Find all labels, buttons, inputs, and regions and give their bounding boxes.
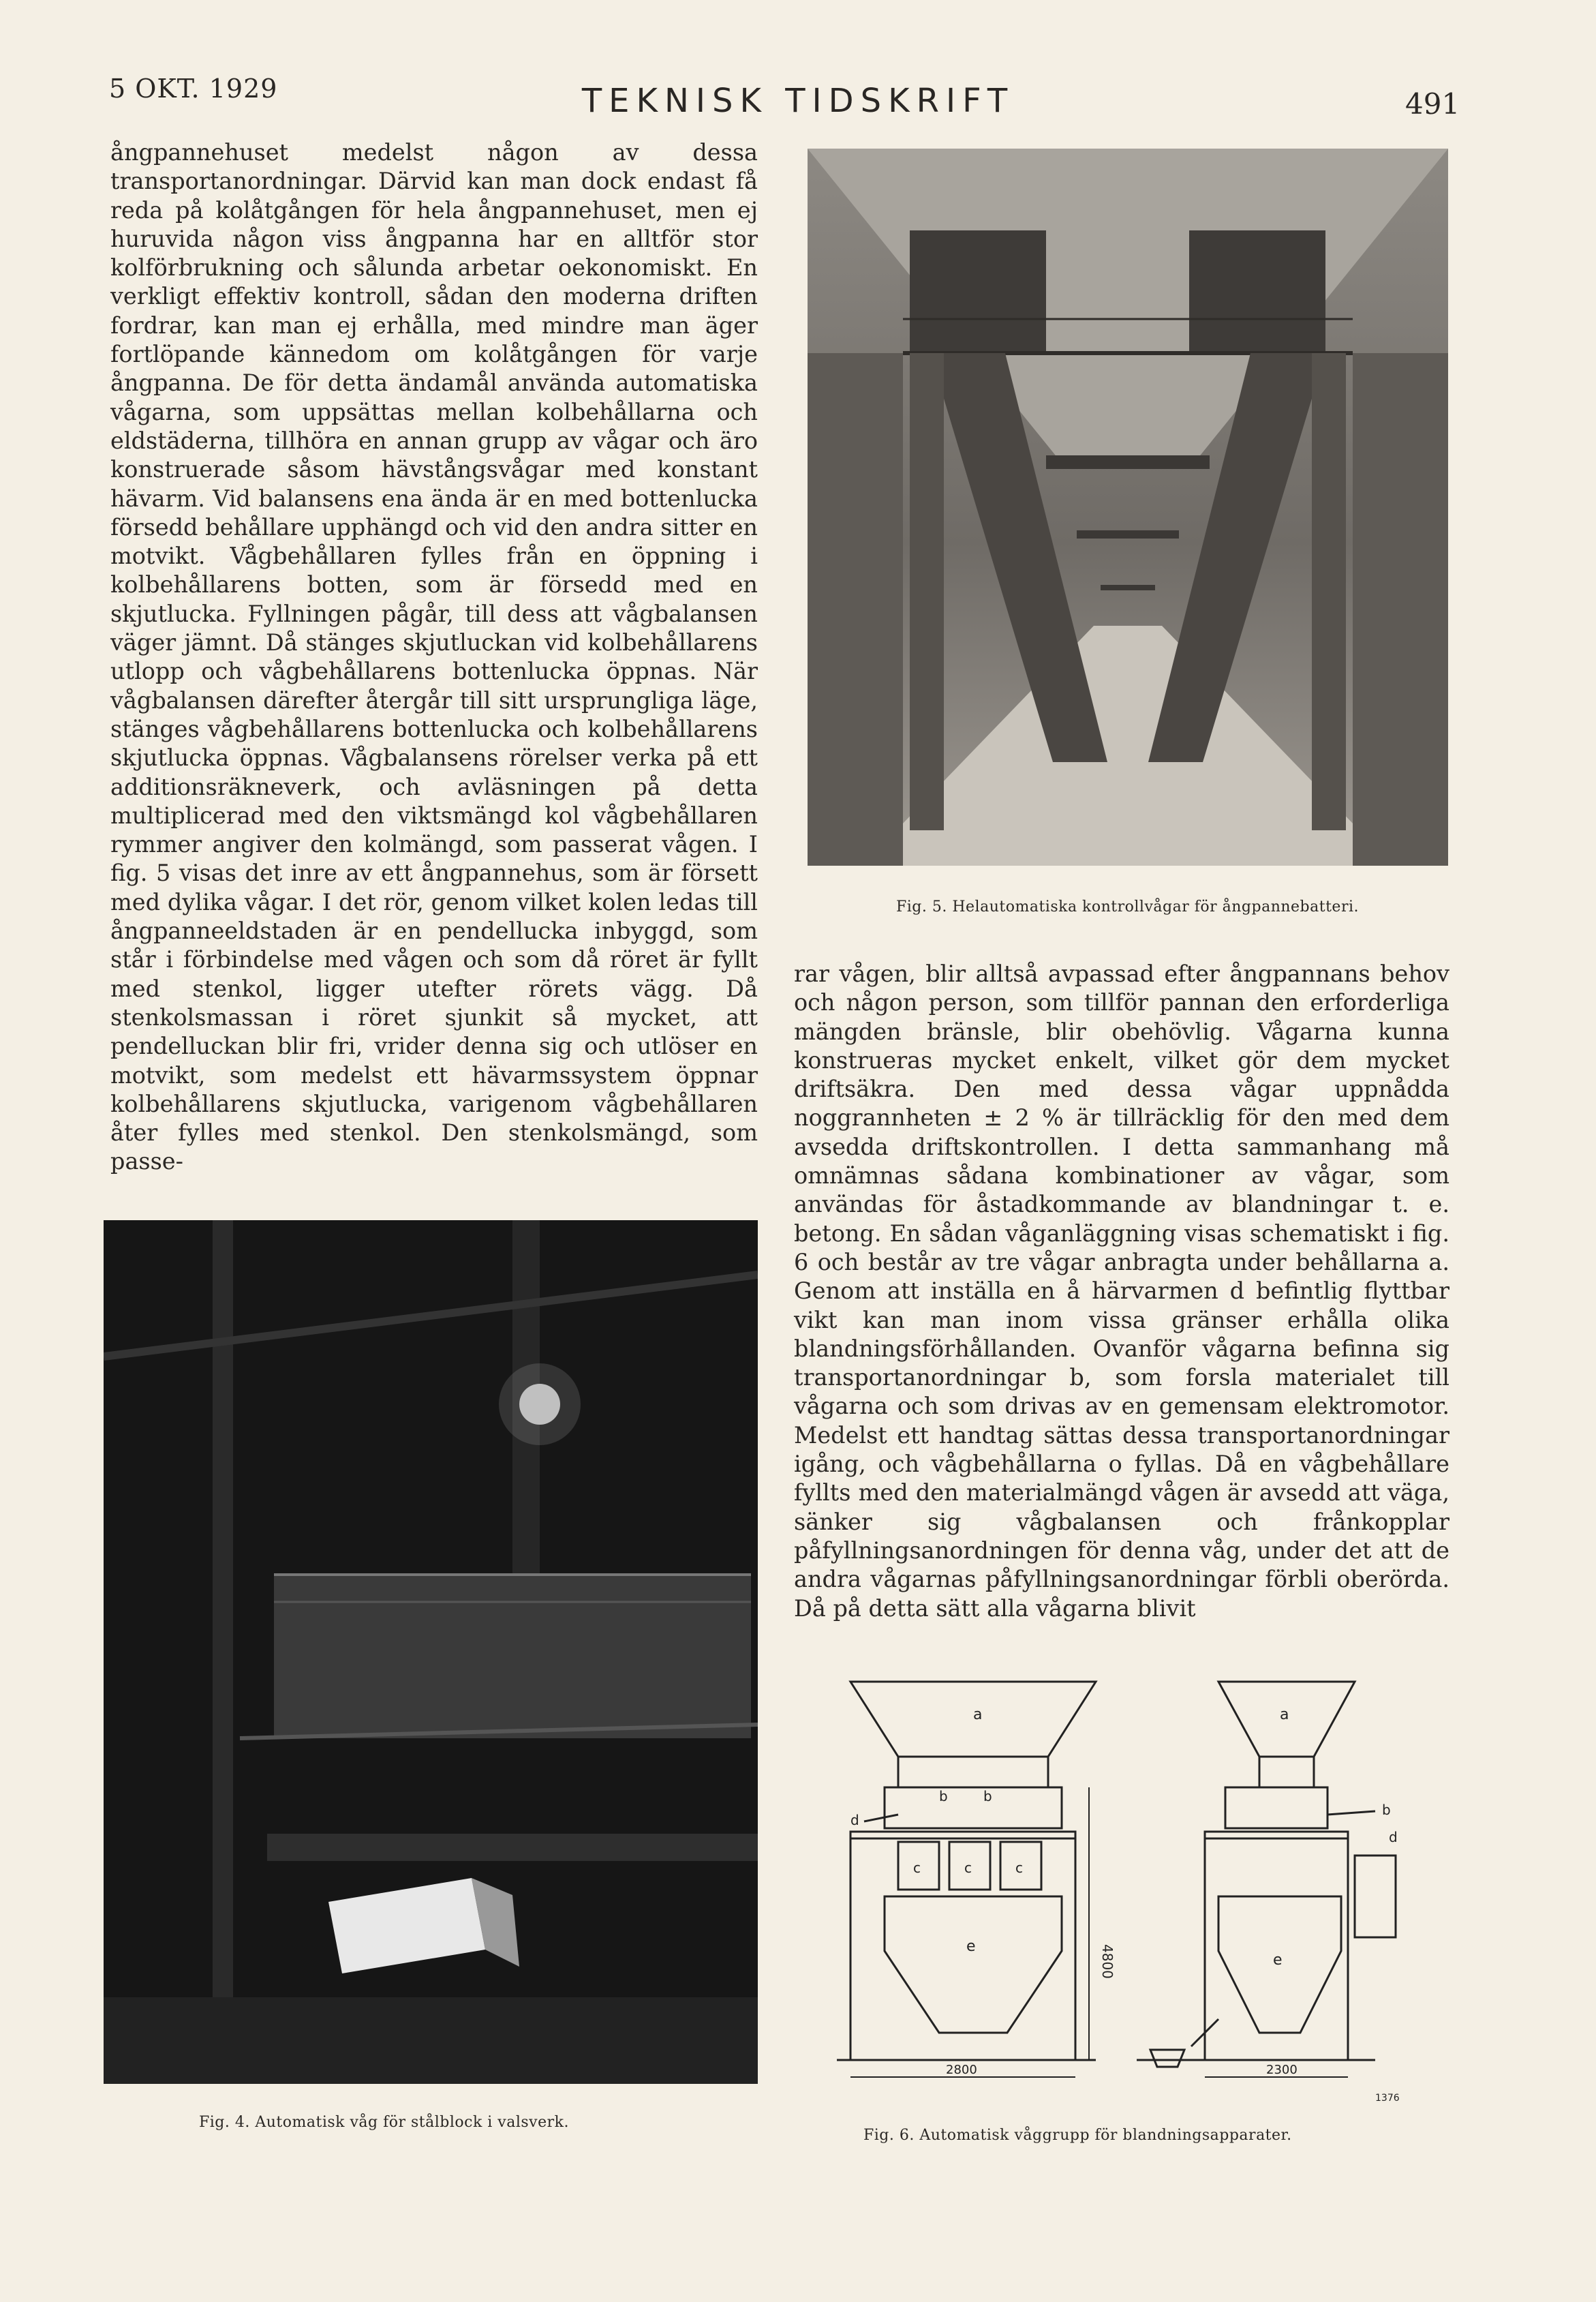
left-column-text xyxy=(110,138,758,1177)
figure-5-caption: Fig. 5. Helautomatiska kontrollvågar för ångpannebatteri. xyxy=(896,898,1359,915)
label-a-front: a xyxy=(973,1706,983,1723)
mixer-e-front xyxy=(885,1896,1062,2033)
figure-4-photo xyxy=(104,1220,758,2084)
drawing-number: 1376 xyxy=(1375,2093,1400,2104)
svg-text:b: b xyxy=(1382,1802,1391,1818)
svg-text:b: b xyxy=(939,1788,948,1804)
dim-front-width: 2800 xyxy=(946,2063,977,2077)
journal-title: TEKNISK TIDSKRIFT xyxy=(581,82,1015,120)
svg-text:a: a xyxy=(1280,1706,1289,1723)
conveyor-b-front xyxy=(885,1787,1062,1828)
right-paragraph: rar vågen, blir alltså avpassad efter ångpannans behov och någon person, som tillför pannan den erforderliga mängden bränsle, blir obehövlig. Vågarna kunna konstrueras mycket enkelt, vilket gör dem mycket driftsäkra. Den med dessa vågar uppnådda noggrannheten ± 2 % är tillräcklig för den med dem avsedda driftskontrollen. I detta sammanhang må omnämnas sådana kombinationer av vågar, som användas för åstadkommande av blandningar t. e. betong. En sådan våganläggning visas schematiskt i fig. 6 och består av tre vågar anbragta under behållarna a. Genom att inställa en å härvarmen d befintlig flyttbar vikt kan man inom vissa gränser erhålla olika blandningsförhållanden. Ovanför vågarna befinna sig transportanordningar b, som forsla materialet till vågarna och som drivas av en gemensam elektromotor. Medelst ett handtag sättas dessa transportanordningar igång, och vågbehållarna o fyllas. Då en vågbehållare fyllts med den materialmängd vågen är avsedd att väga, sänker sig vågbalansen och frånkopplar påfyllningsanordningen för denna våg, under det att de andra vågarnas påfyllningsanordningar förbli oberörda. Då på detta sätt alla vågarna blivit xyxy=(794,960,1449,1622)
left-paragraph: ångpannehuset medelst någon av dessa transportanordningar. Därvid kan man dock endast få reda på kolåtgången för hela ångpannehuset, men ej huruvida någon viss ångpanna har en alltför stor kolförbrukning och sålunda arbetar oekonomiskt. En verkligt effektiv kontroll, sådan den moderna driften fordrar, kan man ej erhålla, med mindre man äger fortlöpande kännedom om kolåtgången för varje ångpanna. De för detta ändamål använda automatiska vågarna, som uppsättas mellan kolbehållarna och eldstäderna, tillhöra en annan grupp av vågar och äro konstruerade såsom hävstångsvågar med konstant hävarm. Vid balansens ena ända är en med bottenlucka försedd behållare upphängd och vid den andra sitter en motvikt. Vågbehållaren fylles från en öppning i kolbehållarens botten, som är försedd med en skjutlucka. Fyllningen pågår, till dess att vågbalansen väger jämnt. Då stänges skjutluckan vid kolbehållarens utlopp och vågbehållarens bottenlucka öppnas. När vågbalansen därefter återgår till sitt ursprungliga läge, stänges vågbehållarens bottenlucka och kolbehållarens skjutlucka öppnas. Vågbalansens rörelser verka på ett additionsräkneverk, och avläsningen på detta multiplicerad med den viktsmängd kol vågbehållaren rymmer angiver den kolmängd, som passerat vågen. I fig. 5 visas det inre av ett ångpannehus, som är försett med dylika vågar. I det rör, genom vilket kolen ledas till ångpanneeldstaden är en pendellucka inbyggd, som står i förbindelse med vågen och som då röret är fyllt med stenkol, ligger utefter rörets vägg. Då stenkolsmassan i röret sjunkit så mycket, att pendelluckan blir fri, vrider denna sig och utlöser en motvikt, som medelst ett hävarmssystem öppnar kolbehållarens skjutlucka, varigenom vågbehållaren åter fylles med stenkol. Den stenkolsmängd, som passe- xyxy=(110,139,758,1175)
figure-5-photo xyxy=(808,149,1448,866)
mixing-scale-drawing xyxy=(837,1678,1450,2115)
figure-4-caption: Fig. 4. Automatisk våg för stålblock i valsverk. xyxy=(199,2114,569,2131)
svg-text:d: d xyxy=(1389,1829,1398,1845)
right-column-text xyxy=(794,960,1449,1623)
boiler-house-photo xyxy=(808,149,1448,866)
page-number: 491 xyxy=(1405,87,1460,121)
issue-date: 5 OKT. 1929 xyxy=(109,74,278,104)
figure-6-diagram xyxy=(837,1678,1450,2115)
dim-height: 4800 xyxy=(1099,1944,1116,1979)
svg-text:c: c xyxy=(913,1860,921,1876)
rolling-mill-photo xyxy=(104,1220,758,2084)
svg-text:e: e xyxy=(1273,1952,1283,1969)
svg-text:e: e xyxy=(966,1938,976,1955)
svg-text:b: b xyxy=(983,1788,992,1804)
label-d-front: d xyxy=(850,1812,859,1828)
dim-side-width: 2300 xyxy=(1266,2063,1298,2077)
platform-front xyxy=(850,1832,1075,1838)
svg-text:c: c xyxy=(1015,1860,1023,1876)
svg-text:c: c xyxy=(964,1860,972,1876)
figure-6-caption: Fig. 6. Automatisk våggrupp för blandningsapparater. xyxy=(863,2127,1292,2144)
